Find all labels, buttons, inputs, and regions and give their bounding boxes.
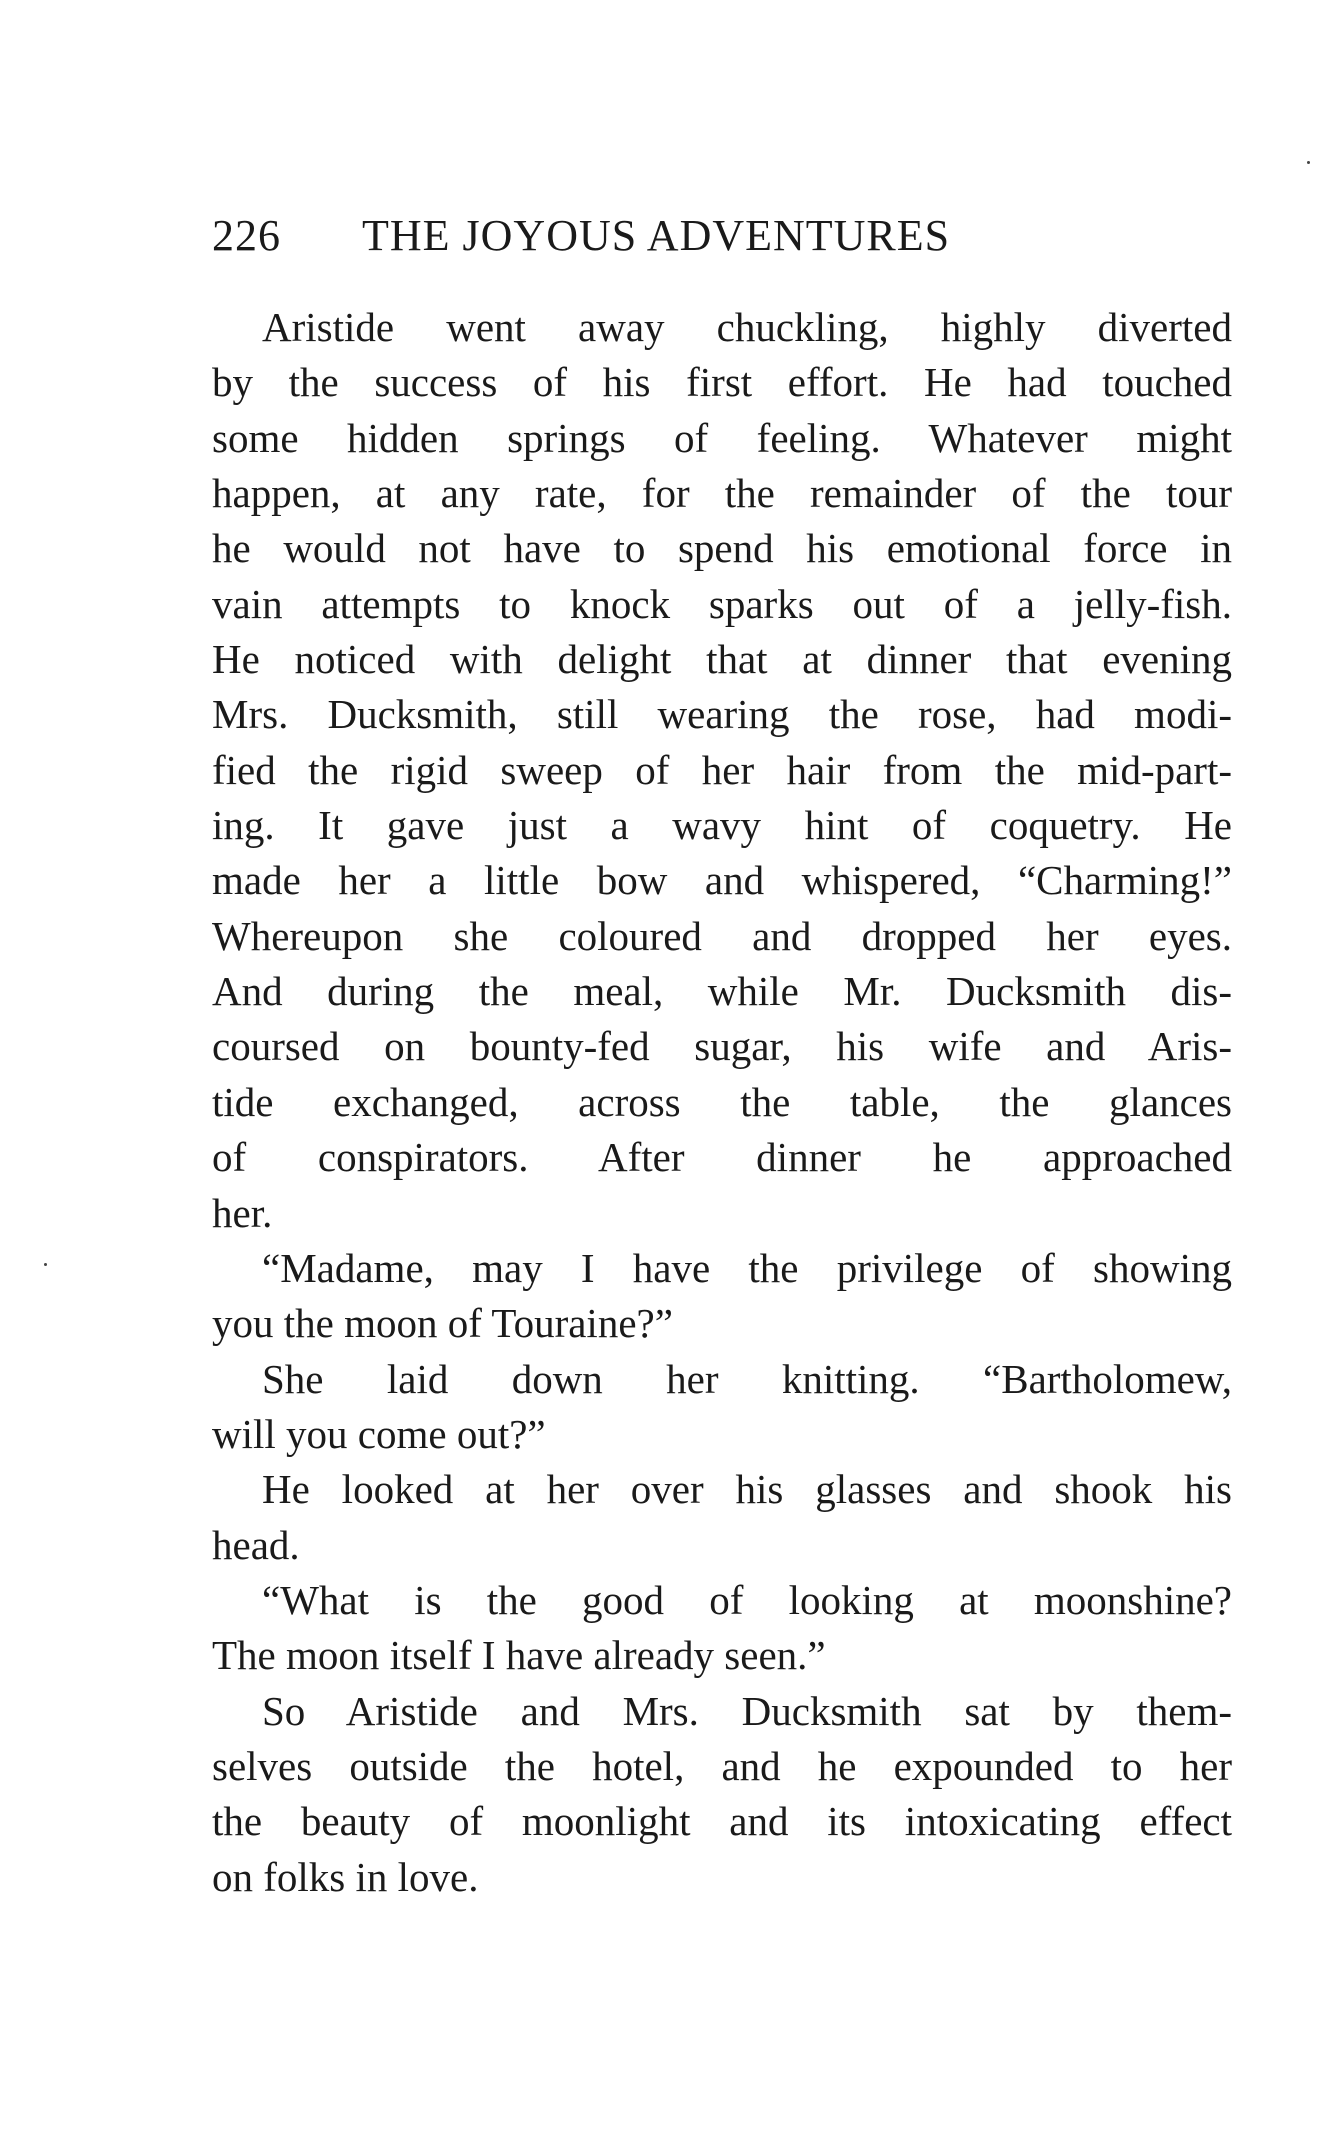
text-line: he would not have to spend his emotional force in bbox=[212, 525, 1232, 572]
text-line: And during the meal, while Mr. Ducksmith dis- bbox=[212, 968, 1232, 1015]
page-number: 226 bbox=[212, 211, 281, 260]
text-line: “What is the good of looking at moonshine? bbox=[262, 1576, 1232, 1623]
book-title: THE JOYOUS ADVENTURES bbox=[362, 211, 951, 260]
text-line: on folks in love. bbox=[212, 1853, 479, 1900]
text-line: “Madame, may I have the privilege of showing bbox=[262, 1244, 1232, 1291]
text-line: Aristide went away chuckling, highly diverted bbox=[262, 304, 1232, 350]
text-line: He noticed with delight that at dinner that evening bbox=[212, 636, 1232, 683]
text-line: happen, at any rate, for the remainder of the tour bbox=[212, 470, 1232, 517]
text-line: head. bbox=[212, 1521, 300, 1568]
text-line: Whereupon she coloured and dropped her eyes. bbox=[212, 912, 1232, 959]
text-line: tide exchanged, across the table, the glances bbox=[212, 1078, 1232, 1125]
text-line: ing. It gave just a wavy hint of coquetry. He bbox=[212, 802, 1232, 849]
running-head bbox=[212, 206, 1092, 266]
scan-speck bbox=[1307, 161, 1310, 164]
text-line: He looked at her over his glasses and shook his bbox=[262, 1466, 1232, 1513]
scan-speck bbox=[44, 1263, 47, 1266]
body-text bbox=[212, 300, 1232, 1905]
text-line: coursed on bounty-fed sugar, his wife and Aris- bbox=[212, 1023, 1232, 1070]
text-line: Mrs. Ducksmith, still wearing the rose, had modi- bbox=[212, 691, 1232, 738]
text-line: made her a little bow and whispered, “Charming!” bbox=[212, 857, 1232, 904]
text-line: vain attempts to knock sparks out of a jelly-fish. bbox=[212, 580, 1232, 627]
text-line: you the moon of Touraine?” bbox=[212, 1300, 673, 1347]
text-line: The moon itself I have already seen.” bbox=[212, 1632, 826, 1679]
text-line: her. bbox=[212, 1189, 273, 1236]
text-line: by the success of his first effort. He had touched bbox=[212, 359, 1232, 406]
text-line: So Aristide and Mrs. Ducksmith sat by them- bbox=[262, 1687, 1232, 1734]
text-line: selves outside the hotel, and he expounded to her bbox=[212, 1742, 1232, 1789]
text-line: fied the rigid sweep of her hair from the mid-part- bbox=[212, 746, 1232, 793]
text-line: will you come out?” bbox=[212, 1410, 546, 1457]
text-line: the beauty of moonlight and its intoxicating effect bbox=[212, 1798, 1232, 1845]
text-line: of conspirators. After dinner he approached bbox=[212, 1134, 1232, 1181]
text-line: some hidden springs of feeling. Whatever might bbox=[212, 414, 1232, 461]
text-line: She laid down her knitting. “Bartholomew, bbox=[262, 1355, 1232, 1402]
